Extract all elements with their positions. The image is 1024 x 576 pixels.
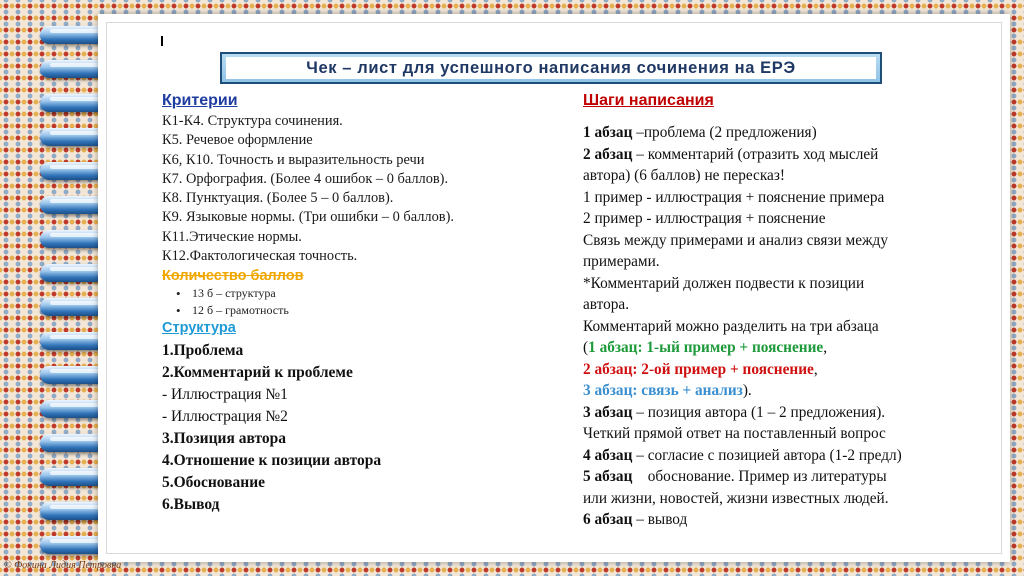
score-item: • 12 б – грамотность	[192, 302, 562, 319]
step-text: ,	[813, 360, 818, 378]
step-line: Связь между примерами и анализ связи между	[583, 231, 888, 249]
right-column	[583, 92, 1003, 531]
structure-item: 1.Проблема	[162, 342, 244, 360]
paragraph-2-note: 2 абзац: 2-ой пример + пояснение	[583, 360, 814, 378]
text-cursor	[161, 36, 163, 46]
paragraph-1-note: 1 абзац: 1-ый пример + пояснение	[588, 339, 824, 356]
step-line	[583, 359, 1003, 381]
step-line	[583, 144, 1003, 166]
criteria-item: К9. Языковые нормы. (Три ошибки – 0 баллов).	[162, 209, 454, 226]
step-text: – согласие с позицией автора (1-2 предл)	[632, 446, 902, 464]
step-line	[583, 380, 1003, 402]
step-line: автора) (6 баллов) не пересказ!	[583, 167, 785, 184]
step-text: ).	[742, 382, 752, 399]
step-line: примерами.	[583, 253, 660, 270]
criteria-item: К8. Пунктуация. (Более 5 – 0 баллов).	[162, 190, 394, 207]
step-line: 2 пример - иллюстрация + пояснение	[583, 210, 826, 227]
title-banner	[220, 52, 882, 84]
structure-item: 3.Позиция автора	[162, 430, 286, 448]
score-list	[162, 285, 562, 319]
step-line	[583, 122, 1003, 144]
structure-item: 6.Вывод	[162, 496, 220, 514]
step-line	[583, 337, 1003, 359]
step-label: 4 абзац	[583, 446, 633, 464]
criteria-item: К12.Фактологическая точность.	[162, 248, 358, 265]
step-line: Четкий прямой ответ на поставленный вопрос	[583, 425, 886, 442]
page-title: Чек – лист для успешного написания сочинения на ЕРЭ	[226, 57, 876, 79]
step-line	[583, 402, 1003, 424]
structure-heading: Структура	[162, 320, 236, 337]
criteria-item: К5. Речевое оформление	[162, 132, 313, 149]
step-line: *Комментарий должен подвести к позиции	[583, 274, 865, 292]
step-label: 3 абзац	[583, 403, 633, 421]
step-text: – вывод	[632, 511, 688, 528]
step-line: автора.	[583, 296, 630, 313]
step-label: 2 абзац	[583, 145, 633, 163]
left-column	[162, 92, 562, 516]
step-label: 6 абзац	[583, 511, 633, 528]
step-line: Комментарий можно разделить на три абзаца	[583, 317, 879, 335]
step-text: – позиция автора (1 – 2 предложения).	[632, 403, 886, 421]
criteria-item: К11.Этические нормы.	[162, 228, 302, 245]
step-text: –проблема (2 предложения)	[632, 124, 817, 141]
criteria-heading: Критерии	[162, 92, 238, 109]
step-line	[583, 445, 1003, 467]
structure-item: - Иллюстрация №2	[162, 408, 288, 426]
structure-item: 2.Комментарий к проблеме	[162, 364, 353, 382]
structure-item: 5.Обоснование	[162, 474, 266, 492]
step-text: – комментарий (отразить ход мыслей	[632, 145, 879, 163]
structure-item: - Иллюстрация №1	[162, 386, 288, 404]
step-line: 1 пример - иллюстрация + пояснение примера	[583, 188, 885, 206]
author-signature: © Фокина Лидия Петровна	[4, 560, 122, 571]
step-line: или жизни, новостей, жизни известных людей.	[583, 489, 889, 507]
step-text: (	[583, 339, 589, 356]
step-label: 5 абзац	[583, 468, 633, 485]
step-label: 1 абзац	[583, 124, 633, 141]
score-heading: Количество баллов	[162, 268, 304, 285]
criteria-item: К7. Орфография. (Более 4 ошибок – 0 баллов).	[162, 170, 449, 187]
step-text: обоснование. Пример из литературы	[632, 468, 887, 485]
steps-heading: Шаги написания	[583, 92, 714, 109]
criteria-item: К6, К10. Точность и выразительность речи	[162, 151, 425, 168]
step-line	[583, 509, 1003, 531]
step-line	[583, 466, 1003, 488]
paragraph-3-note: 3 абзац: связь + анализ	[583, 382, 743, 399]
score-item: • 13 б – структура	[192, 285, 562, 302]
structure-item: 4.Отношение к позиции автора	[162, 452, 382, 470]
step-text: ,	[823, 339, 828, 356]
criteria-item: К1-К4. Структура сочинения.	[162, 113, 343, 129]
